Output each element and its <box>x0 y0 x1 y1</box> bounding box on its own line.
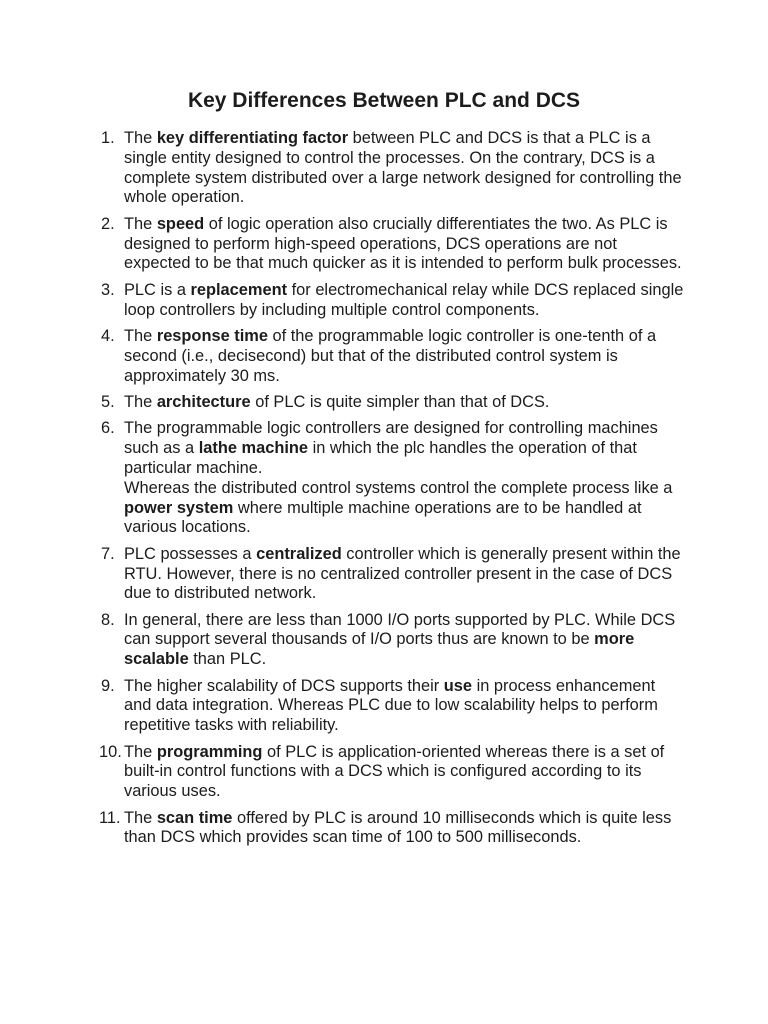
list-item-number: 8. <box>101 610 115 629</box>
list-item <box>0 809 768 849</box>
list-item <box>0 129 768 208</box>
list-item-text <box>124 611 684 670</box>
list-item-text <box>124 545 684 604</box>
list-item <box>0 281 768 321</box>
bold-term: more scalable <box>124 630 635 669</box>
list-item <box>0 545 768 604</box>
list-item-number: 1. <box>101 129 115 147</box>
bold-term: response time <box>156 326 268 345</box>
text-segment: The <box>124 808 157 827</box>
bold-term: key differentiating factor <box>156 129 349 147</box>
list-item-text <box>124 419 684 478</box>
list-item <box>0 677 768 736</box>
text-segment: offered by PLC is around 10 milliseconds which is quite less than DCS which provides scan time of 100 to 500 milliseconds. <box>124 808 672 847</box>
text-segment: of logic operation also crucially differentiates the two. As PLC is designed to perform high-speed operations, DCS operations are not expected to be that much quicker as it is intended to perform bulk processes. <box>124 214 682 273</box>
text-segment: than PLC. <box>188 650 267 669</box>
list-item-continuation <box>124 479 684 538</box>
text-segment: The higher scalability of DCS supports their <box>124 676 444 695</box>
list-item-text <box>124 215 684 274</box>
bold-term: use <box>443 676 473 695</box>
list-item-number: 11. <box>99 808 121 827</box>
text-segment: controller which is generally present within the RTU. However, there is no centralized controller present in the case of DCS due to distributed network. <box>124 544 681 603</box>
text-segment: for electromechanical relay while DCS replaced single loop controllers by including multiple control components. <box>124 280 684 319</box>
bold-term: architecture <box>156 392 251 411</box>
text-segment: The <box>124 742 157 761</box>
text-segment: of PLC is application-oriented whereas there is a set of built-in control functions with a DCS which is configured according to its various uses. <box>124 742 665 801</box>
bold-term: power system <box>124 498 234 517</box>
list-item-number: 9. <box>101 676 115 695</box>
list-item <box>0 611 768 670</box>
text-segment: The <box>124 392 157 411</box>
bold-term: replacement <box>190 280 288 299</box>
text-segment: between PLC and DCS is that a PLC is a single entity designed to control the processes. On the contrary, DCS is a complete system distributed over a large network designed for controlling the whole operation. <box>124 129 682 207</box>
bold-term: lathe machine <box>198 439 309 458</box>
list-item-number: 10. <box>99 742 122 761</box>
list-item <box>0 215 768 274</box>
bold-term: centralized <box>256 544 342 563</box>
text-segment: The <box>124 129 157 147</box>
list-item-number: 2. <box>101 214 115 233</box>
text-segment: The <box>124 214 157 233</box>
bold-term: speed <box>156 214 205 233</box>
list-item <box>0 393 768 413</box>
list-item-text <box>124 129 684 208</box>
list-item-number: 7. <box>101 544 115 563</box>
list-item <box>0 743 768 802</box>
text-segment: The <box>124 326 157 345</box>
list-item-number: 3. <box>101 280 115 299</box>
list-item-text <box>124 677 684 736</box>
bold-term: scan time <box>156 808 233 827</box>
text-segment: in which the plc handles the operation of that particular machine. <box>124 439 637 477</box>
list-item <box>0 327 768 386</box>
list-item-text <box>124 393 684 413</box>
text-segment: of PLC is quite simpler than that of DCS. <box>250 392 550 411</box>
text-segment: PLC possesses a <box>124 544 257 563</box>
list-item-text <box>124 743 684 802</box>
text-segment: The programmable logic controllers are designed for controlling machines such as a <box>124 419 658 458</box>
text-segment: In general, there are less than 1000 I/O ports supported by PLC. While DCS can support several thousands of I/O ports thus are known to be <box>124 610 676 649</box>
list-item-text <box>124 281 684 321</box>
list-item-text <box>124 809 684 849</box>
list-item-number: 6. <box>101 419 115 438</box>
text-segment: PLC is a <box>124 280 191 299</box>
list-item-number: 4. <box>101 326 115 345</box>
bold-term: programming <box>156 742 263 761</box>
list-item <box>0 419 768 538</box>
list-item-text <box>124 327 684 386</box>
text-segment: in process enhancement and data integration. Whereas PLC due to low scalability helps to perform repetitive tasks with reliability. <box>124 676 658 735</box>
differences-list <box>0 129 768 855</box>
text-segment: where multiple machine operations are to be handled at various locations. <box>124 498 642 537</box>
list-item-number: 5. <box>101 392 115 411</box>
text-segment: Whereas the distributed control systems control the complete process like a <box>124 478 673 497</box>
document-title: Key Differences Between PLC and DCS <box>187 89 581 112</box>
text-segment: of the programmable logic controller is one-tenth of a second (i.e., decisecond) but that of the distributed control system is approximately 30 ms. <box>124 326 657 385</box>
